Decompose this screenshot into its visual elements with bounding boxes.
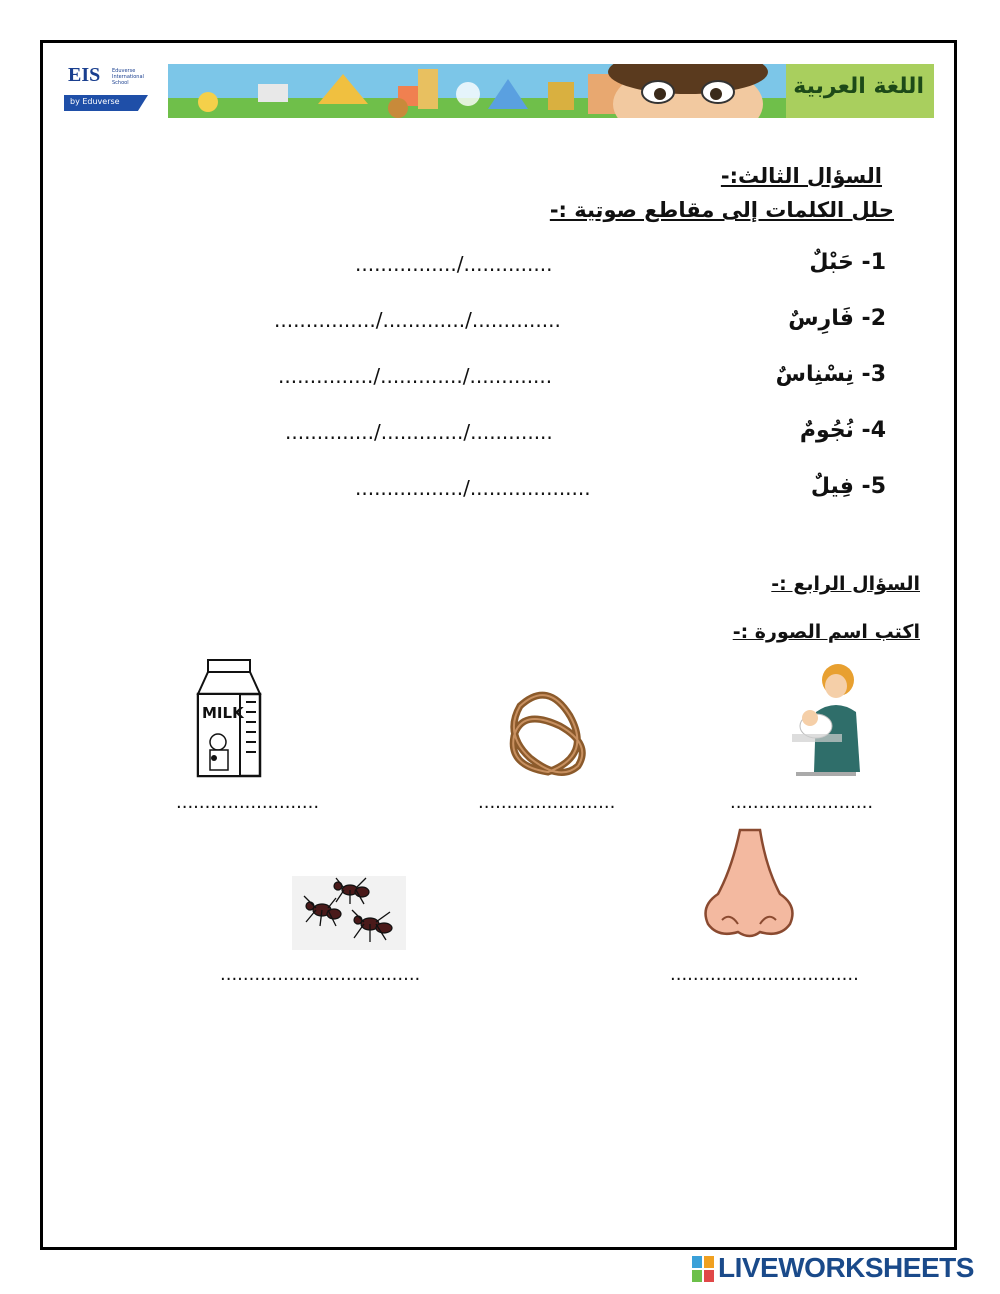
q3-blanks-1[interactable]: ................/.............. — [355, 252, 553, 276]
q3-blanks-2[interactable]: ................/............./.............. — [274, 308, 561, 332]
q3-blanks-4[interactable]: ............../............./............. — [285, 420, 553, 444]
rope-knot-picture — [500, 686, 596, 780]
mother-baby-picture — [786, 662, 866, 780]
eis-logo-byline: by Eduverse — [70, 97, 120, 106]
liveworksheets-brand[interactable]: LIVEWORKSHEETS — [718, 1252, 974, 1283]
q3-blanks-5[interactable]: ................./................... — [355, 476, 591, 500]
ants-picture — [292, 876, 406, 950]
rope-answer-line[interactable]: ........................ — [478, 792, 616, 813]
q3-blanks-3[interactable]: .............../............./............. — [278, 364, 553, 388]
nose-picture — [700, 828, 798, 940]
subject-title: اللغة العربية — [793, 74, 924, 99]
q3-word-1: 1- حَبْلٌ — [809, 250, 886, 275]
milk-label: MILK — [202, 704, 244, 722]
ants-answer-line[interactable]: ................................... — [220, 964, 421, 985]
q3-word-3: 3- نِسْنِاسٌ — [775, 362, 886, 387]
liveworksheets-logo-icon — [692, 1256, 714, 1282]
eis-logo-text: EIS — [68, 64, 101, 86]
question3-instruction: حلل الكلمات إلى مقاطع صوتية :- — [549, 198, 894, 222]
milk-answer-line[interactable]: ......................... — [176, 792, 320, 813]
mother-answer-line[interactable]: ......................... — [730, 792, 874, 813]
eis-logo-subtext: Eduverse International School — [112, 68, 144, 86]
question4-title: السؤال الرابع :- — [771, 573, 920, 595]
header-banner — [168, 64, 934, 118]
milk-carton-picture — [194, 658, 264, 780]
q3-word-2: 2- فَارِسٌ — [788, 306, 886, 331]
q3-word-4: 4- نُجُومٌ — [799, 418, 886, 443]
question3-title: السؤال الثالث:- — [720, 164, 882, 188]
question4-instruction: اكتب اسم الصورة :- — [732, 621, 920, 643]
nose-answer-line[interactable]: ................................. — [670, 964, 859, 985]
q3-word-5: 5- فِيلٌ — [810, 474, 886, 499]
